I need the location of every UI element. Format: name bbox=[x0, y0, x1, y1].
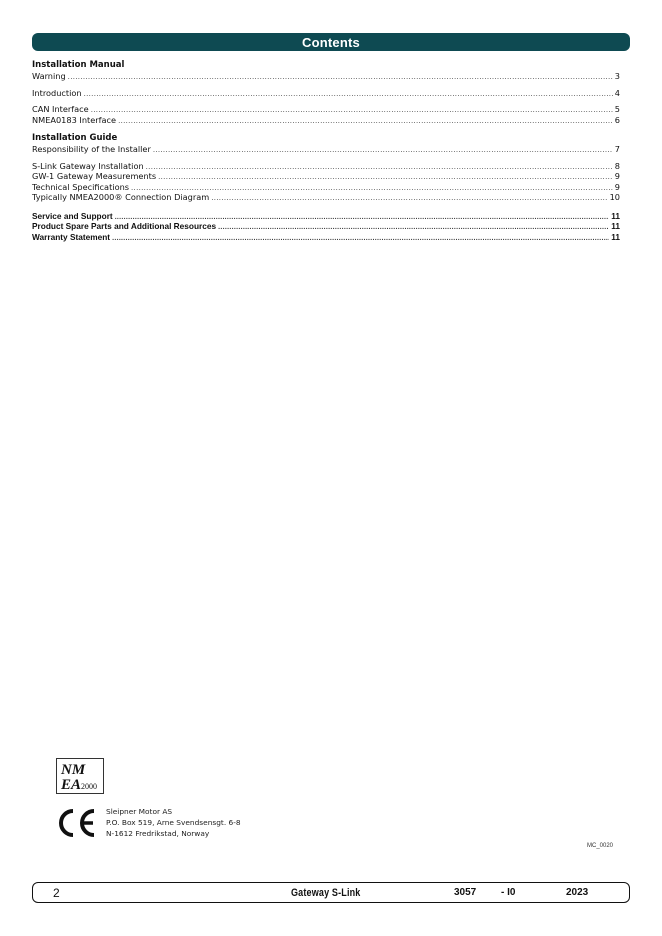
nmea-logo-number: 2000 bbox=[81, 782, 97, 791]
toc-leader-dots bbox=[211, 193, 607, 204]
toc-entry-nmea0183-interface[interactable] bbox=[32, 115, 620, 126]
toc-entry-introduction[interactable] bbox=[32, 88, 620, 99]
toc-entry-title: GW-1 Gateway Measurements bbox=[32, 171, 157, 181]
footer-revision: - I0 bbox=[501, 887, 516, 898]
address-city: N-1612 Fredrikstad, Norway bbox=[106, 829, 210, 838]
toc-entry-service-support[interactable] bbox=[32, 211, 620, 222]
toc-entry-page: 6 bbox=[614, 114, 620, 125]
toc-entry-page: 11 bbox=[611, 231, 620, 242]
address-street: P.O. Box 519, Arne Svendsensgt. 6-8 bbox=[106, 818, 241, 827]
toc-entry-title: Service and Support bbox=[32, 210, 113, 221]
toc-section-heading-installation-manual: Installation Manual bbox=[32, 60, 125, 70]
toc-entry-page: 11 bbox=[611, 221, 620, 231]
toc-leader-dots bbox=[68, 72, 613, 83]
toc-entry-can-interface[interactable] bbox=[32, 104, 620, 115]
toc-entry-title: Warning bbox=[32, 71, 66, 81]
toc-entry-page: 11 bbox=[611, 210, 620, 221]
toc-leader-dots bbox=[153, 145, 613, 156]
toc-entry-warranty[interactable] bbox=[32, 232, 620, 243]
toc-entry-slink-installation[interactable] bbox=[32, 161, 620, 172]
toc-entry-page: 3 bbox=[614, 71, 620, 81]
toc-leader-dots bbox=[146, 162, 613, 173]
nmea-logo-line1: NM bbox=[61, 762, 86, 778]
document-code: MC_0020 bbox=[587, 843, 614, 849]
ce-mark-icon bbox=[56, 808, 100, 838]
toc-leader-dots bbox=[112, 234, 609, 245]
toc-entry-page: 9 bbox=[614, 171, 620, 181]
toc-section-heading-installation-guide: Installation Guide bbox=[32, 133, 118, 143]
toc-entry-title: Technical Specifications bbox=[32, 181, 130, 192]
table-of-contents bbox=[32, 60, 620, 242]
toc-entry-page: 9 bbox=[614, 181, 620, 192]
footer-page-number: 2 bbox=[53, 885, 60, 900]
contents-header-bar bbox=[32, 33, 630, 51]
toc-entry-gw1-measurements[interactable] bbox=[32, 171, 620, 182]
toc-leader-dots bbox=[84, 89, 613, 100]
toc-entry-technical-specifications[interactable] bbox=[32, 182, 620, 193]
toc-leader-dots bbox=[158, 172, 613, 183]
toc-leader-dots bbox=[118, 116, 613, 127]
toc-entry-title: Warranty Statement bbox=[32, 231, 111, 242]
page-title: Contents bbox=[302, 34, 360, 50]
toc-entry-responsibility[interactable] bbox=[32, 144, 620, 155]
company-address bbox=[106, 806, 241, 839]
toc-entry-title: Typically NMEA2000® Connection Diagram bbox=[32, 192, 210, 202]
toc-entry-warning[interactable] bbox=[32, 71, 620, 82]
toc-entry-page: 7 bbox=[614, 144, 620, 154]
toc-entry-page: 4 bbox=[614, 87, 620, 98]
nmea2000-logo bbox=[56, 758, 104, 794]
toc-entry-spare-parts[interactable] bbox=[32, 221, 620, 232]
toc-entry-page: 5 bbox=[614, 104, 620, 114]
toc-leader-dots bbox=[218, 223, 609, 234]
toc-entry-page: 10 bbox=[609, 192, 620, 202]
toc-entry-title: NMEA0183 Interface bbox=[32, 114, 117, 125]
toc-leader-dots bbox=[91, 105, 613, 116]
toc-entry-page: 8 bbox=[614, 160, 620, 171]
toc-entry-title: Introduction bbox=[32, 87, 82, 98]
toc-entry-title: S-Link Gateway Installation bbox=[32, 160, 144, 171]
toc-entry-title: CAN Interface bbox=[32, 104, 89, 114]
address-company: Sleipner Motor AS bbox=[106, 807, 173, 816]
footer-year: 2023 bbox=[566, 887, 589, 898]
toc-entry-title: Product Spare Parts and Additional Resources bbox=[32, 221, 217, 231]
page-footer bbox=[32, 882, 630, 903]
toc-entry-connection-diagram[interactable] bbox=[32, 192, 620, 203]
nmea-logo-line2: EA bbox=[61, 777, 82, 793]
toc-entry-title: Responsibility of the Installer bbox=[32, 144, 151, 154]
footer-product-name: Gateway S-Link bbox=[291, 886, 361, 899]
footer-document-code: 3057 bbox=[454, 887, 477, 898]
